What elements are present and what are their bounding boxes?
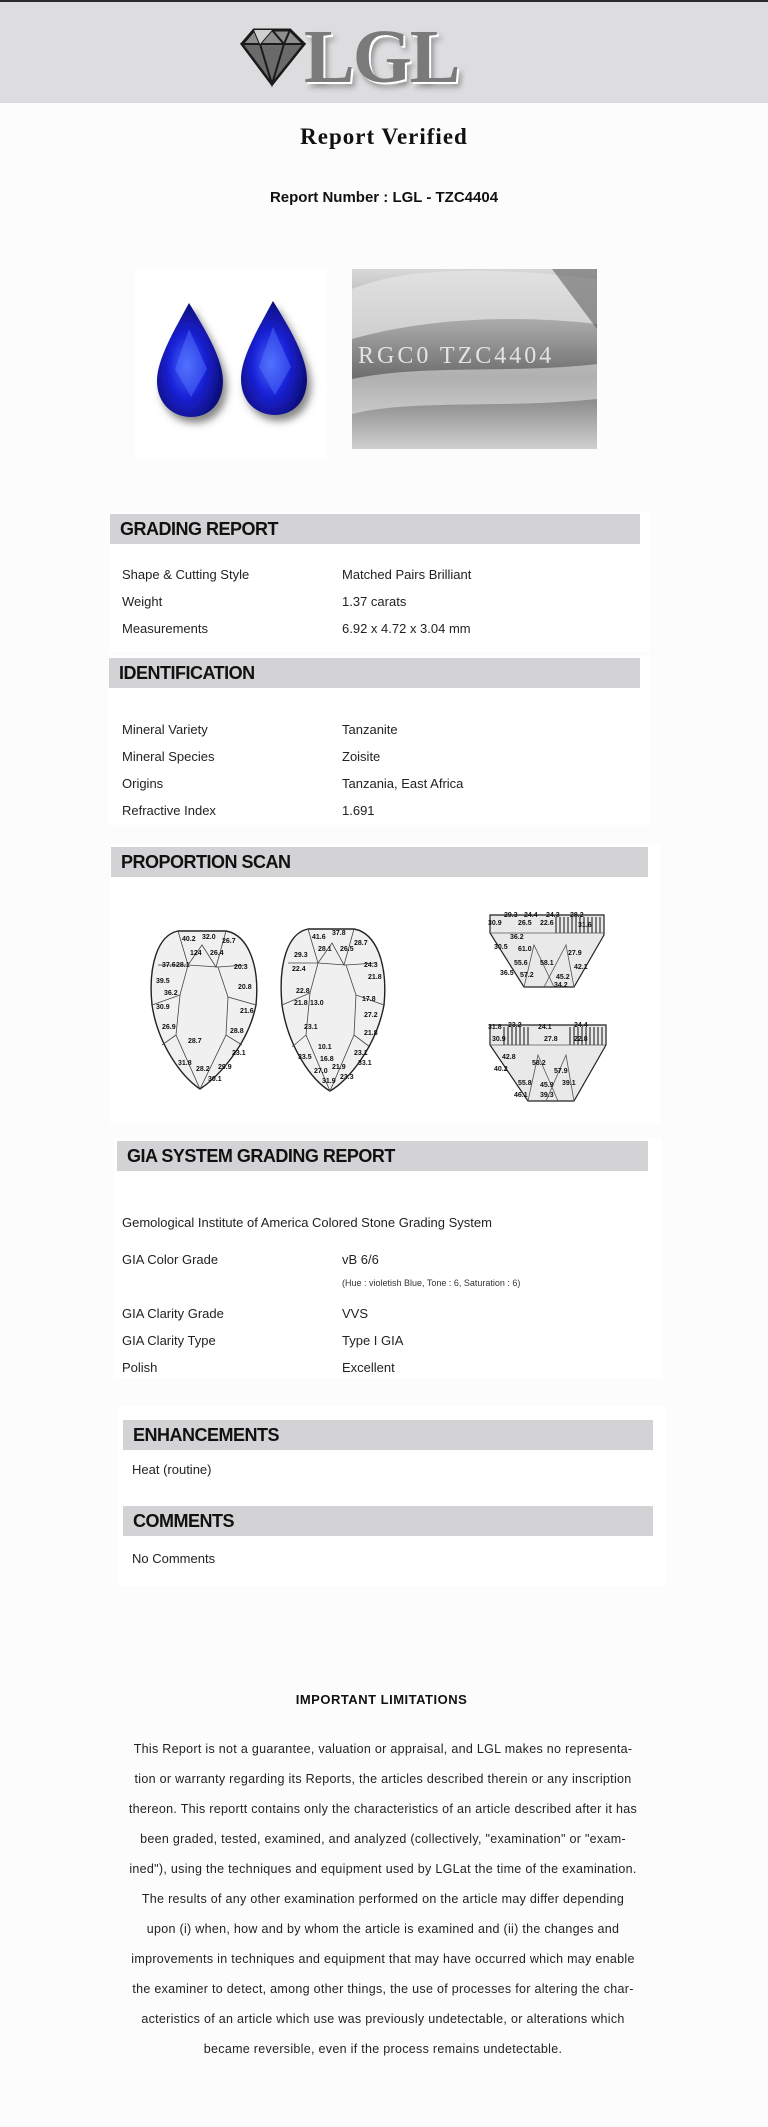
limitations-text bbox=[118, 1734, 648, 2064]
gia-clarity-grade-value: VVS bbox=[342, 1306, 369, 1321]
svg-text:30.9: 30.9 bbox=[492, 1036, 506, 1043]
svg-text:28.7: 28.7 bbox=[354, 940, 368, 947]
side-view-scan bbox=[474, 905, 646, 1118]
svg-text:21.9: 21.9 bbox=[332, 1064, 346, 1071]
svg-text:21.8: 21.8 bbox=[294, 1000, 308, 1007]
svg-text:42.1: 42.1 bbox=[574, 964, 588, 971]
svg-text:28.8: 28.8 bbox=[230, 1028, 244, 1035]
svg-text:31.8: 31.8 bbox=[488, 1024, 502, 1031]
svg-text:29.3: 29.3 bbox=[294, 952, 308, 959]
svg-text:20.8: 20.8 bbox=[238, 984, 252, 991]
site-header bbox=[0, 2, 768, 103]
svg-text:41.6: 41.6 bbox=[312, 934, 326, 941]
svg-text:27.2: 27.2 bbox=[364, 1012, 378, 1019]
svg-text:58.1: 58.1 bbox=[540, 960, 554, 967]
shape-value: Matched Pairs Brilliant bbox=[342, 567, 472, 582]
svg-text:23.3: 23.3 bbox=[340, 1074, 354, 1081]
svg-text:36.2: 36.2 bbox=[164, 990, 178, 997]
limitations-line: upon (i) when, how and by whom the article is examined and (ii) the changes and bbox=[146, 1922, 620, 1936]
svg-text:55.8: 55.8 bbox=[518, 1080, 532, 1087]
gemstone-photo bbox=[135, 269, 327, 459]
svg-text:31.8: 31.8 bbox=[178, 1060, 192, 1067]
svg-text:26.5: 26.5 bbox=[518, 920, 532, 927]
page-title: Report Verified bbox=[300, 124, 468, 149]
svg-text:29.3: 29.3 bbox=[504, 912, 518, 919]
gia-clarity-type-value: Type I GIA bbox=[342, 1333, 404, 1348]
svg-text:17.8: 17.8 bbox=[362, 996, 376, 1003]
gia-color-grade-note: (Hue : violetish Blue, Tone : 6, Saturation : 6) bbox=[342, 1278, 521, 1288]
svg-text:23.1: 23.1 bbox=[304, 1024, 318, 1031]
svg-text:61.0: 61.0 bbox=[518, 946, 532, 953]
svg-text:28.1: 28.1 bbox=[318, 946, 332, 953]
logo-text: LGL bbox=[304, 15, 459, 99]
limitations-line: tion or warranty regarding its Reports, the articles described therein or any inscription bbox=[134, 1772, 632, 1786]
gia-report-heading: GIA SYSTEM GRADING REPORT bbox=[117, 1141, 648, 1171]
mineral-variety-value: Tanzanite bbox=[342, 722, 398, 737]
svg-text:57.2: 57.2 bbox=[520, 972, 534, 979]
svg-text:27.0: 27.0 bbox=[314, 1068, 328, 1075]
gia-clarity-type-label: GIA Clarity Type bbox=[122, 1333, 216, 1348]
enhancements-heading: ENHANCEMENTS bbox=[123, 1420, 653, 1450]
svg-text:26.4: 26.4 bbox=[210, 950, 224, 957]
limitations-line: became reversible, even if the process remains undetectable. bbox=[203, 2042, 563, 2056]
limitations-line: thereon. This reportt contains only the characteristics of an article described after it has bbox=[128, 1802, 638, 1816]
svg-text:30.5: 30.5 bbox=[494, 944, 508, 951]
svg-text:22.8: 22.8 bbox=[296, 988, 310, 995]
identification-heading: IDENTIFICATION bbox=[109, 658, 640, 688]
svg-text:24.3: 24.3 bbox=[546, 912, 560, 919]
svg-text:39.1: 39.1 bbox=[562, 1080, 576, 1087]
gia-color-grade-label: GIA Color Grade bbox=[122, 1252, 219, 1267]
svg-text:55.6: 55.6 bbox=[514, 960, 528, 967]
svg-text:21.8: 21.8 bbox=[368, 974, 382, 981]
mineral-variety-label: Mineral Variety bbox=[122, 722, 208, 737]
svg-text:24.4: 24.4 bbox=[524, 912, 538, 919]
grading-report-heading: GRADING REPORT bbox=[110, 514, 640, 544]
inscription-photo bbox=[352, 269, 597, 449]
svg-text:37.8: 37.8 bbox=[332, 930, 346, 937]
report-number: Report Number : LGL - TZC4404 bbox=[269, 189, 499, 206]
svg-text:26.5: 26.5 bbox=[340, 946, 354, 953]
svg-text:57.9: 57.9 bbox=[554, 1068, 568, 1075]
svg-text:22.6: 22.6 bbox=[540, 920, 554, 927]
mineral-species-label: Mineral Species bbox=[122, 749, 215, 764]
enhancements-text: Heat (routine) bbox=[132, 1462, 212, 1477]
svg-text:30.9: 30.9 bbox=[156, 1004, 170, 1011]
refractive-index-value: 1.691 bbox=[342, 803, 375, 818]
svg-text:22.4: 22.4 bbox=[292, 966, 306, 973]
limitations-line: ined"), using the techniques and equipment used by LGLat the time of the examination. bbox=[129, 1862, 637, 1876]
svg-text:40.2: 40.2 bbox=[182, 936, 196, 943]
gia-intro: Gemological Institute of America Colored Stone Grading System bbox=[122, 1215, 492, 1230]
svg-text:39.5: 39.5 bbox=[156, 978, 170, 985]
svg-text:31.9: 31.9 bbox=[322, 1078, 336, 1085]
svg-text:24.3: 24.3 bbox=[364, 962, 378, 969]
svg-text:46.1: 46.1 bbox=[514, 1092, 528, 1099]
svg-text:28.2: 28.2 bbox=[196, 1066, 210, 1073]
svg-text:36.5: 36.5 bbox=[500, 970, 514, 977]
svg-text:30.1: 30.1 bbox=[208, 1076, 222, 1083]
svg-text:34.2: 34.2 bbox=[554, 982, 568, 989]
svg-text:45.9: 45.9 bbox=[540, 1082, 554, 1089]
svg-text:27.8: 27.8 bbox=[544, 1036, 558, 1043]
svg-text:16.8: 16.8 bbox=[320, 1056, 334, 1063]
polish-label: Polish bbox=[122, 1360, 158, 1375]
limitations-line: the examiner to detect, among other things, the use of processes for altering the char- bbox=[132, 1982, 634, 1996]
weight-value: 1.37 carats bbox=[342, 594, 407, 609]
svg-text:22.8: 22.8 bbox=[574, 1036, 588, 1043]
limitations-line: This Report is not a guarantee, valuation or appraisal, and LGL makes no representa- bbox=[133, 1742, 633, 1756]
svg-text:58.2: 58.2 bbox=[532, 1060, 546, 1067]
svg-text:28.7: 28.7 bbox=[188, 1038, 202, 1045]
svg-text:42.8: 42.8 bbox=[502, 1054, 516, 1061]
refractive-index-label: Refractive Index bbox=[122, 803, 216, 818]
svg-text:23.1: 23.1 bbox=[232, 1050, 246, 1057]
shape-label: Shape & Cutting Style bbox=[122, 567, 250, 582]
top-view-scan bbox=[118, 905, 448, 1118]
limitations-line: The results of any other examination performed on the article may differ depending bbox=[141, 1892, 625, 1906]
laser-inscription: RGC0 TZC4404 bbox=[358, 343, 555, 369]
lgl-logo[interactable] bbox=[232, 15, 492, 99]
svg-text:24.4: 24.4 bbox=[574, 1022, 588, 1029]
svg-text:21.8: 21.8 bbox=[364, 1030, 378, 1037]
svg-text:20.3: 20.3 bbox=[234, 964, 248, 971]
comments-heading: COMMENTS bbox=[123, 1506, 653, 1536]
svg-text:13.0: 13.0 bbox=[310, 1000, 324, 1007]
svg-text:124: 124 bbox=[190, 950, 202, 957]
svg-text:26.9: 26.9 bbox=[162, 1024, 176, 1031]
svg-text:26.7: 26.7 bbox=[222, 938, 236, 945]
origins-value: Tanzania, East Africa bbox=[342, 776, 464, 791]
limitations-line: improvements in techniques and equipment that may have occurred which may enable bbox=[131, 1952, 635, 1966]
weight-label: Weight bbox=[122, 594, 163, 609]
svg-text:32.0: 32.0 bbox=[202, 934, 216, 941]
svg-text:28.1: 28.1 bbox=[176, 962, 190, 969]
diamond-logo-icon bbox=[232, 26, 312, 88]
measurements-value: 6.92 x 4.72 x 3.04 mm bbox=[342, 621, 471, 636]
svg-text:37.6: 37.6 bbox=[162, 962, 176, 969]
svg-text:33.5: 33.5 bbox=[298, 1054, 312, 1061]
limitations-line: been graded, tested, examined, and analyzed (collectively, "examination" or "exam- bbox=[140, 1832, 626, 1846]
gia-clarity-grade-label: GIA Clarity Grade bbox=[122, 1306, 224, 1321]
svg-text:29.9: 29.9 bbox=[218, 1064, 232, 1071]
svg-text:10.1: 10.1 bbox=[318, 1044, 332, 1051]
svg-text:24.1: 24.1 bbox=[538, 1024, 552, 1031]
svg-text:30.9: 30.9 bbox=[488, 920, 502, 927]
svg-text:31.6: 31.6 bbox=[578, 922, 592, 929]
svg-text:21.6: 21.6 bbox=[240, 1008, 254, 1015]
gia-color-grade-value: vB 6/6 bbox=[342, 1252, 379, 1267]
svg-text:40.2: 40.2 bbox=[494, 1066, 508, 1073]
limitations-line: acteristics of an article which use was previously undetectable, or alterations which bbox=[141, 2012, 625, 2026]
svg-text:28.2: 28.2 bbox=[570, 912, 584, 919]
svg-text:23.2: 23.2 bbox=[508, 1022, 522, 1029]
svg-text:36.2: 36.2 bbox=[510, 934, 524, 941]
proportion-scan-heading: PROPORTION SCAN bbox=[111, 847, 648, 877]
svg-text:27.9: 27.9 bbox=[568, 950, 582, 957]
comments-text: No Comments bbox=[132, 1551, 216, 1566]
mineral-species-value: Zoisite bbox=[342, 749, 381, 764]
svg-text:45.2: 45.2 bbox=[556, 974, 570, 981]
svg-text:33.1: 33.1 bbox=[358, 1060, 372, 1067]
origins-label: Origins bbox=[122, 776, 164, 791]
measurements-label: Measurements bbox=[122, 621, 208, 636]
polish-value: Excellent bbox=[342, 1360, 395, 1375]
svg-text:23.1: 23.1 bbox=[354, 1050, 368, 1057]
limitations-heading: IMPORTANT LIMITATIONS bbox=[295, 1692, 468, 1707]
svg-text:39.3: 39.3 bbox=[540, 1092, 554, 1099]
